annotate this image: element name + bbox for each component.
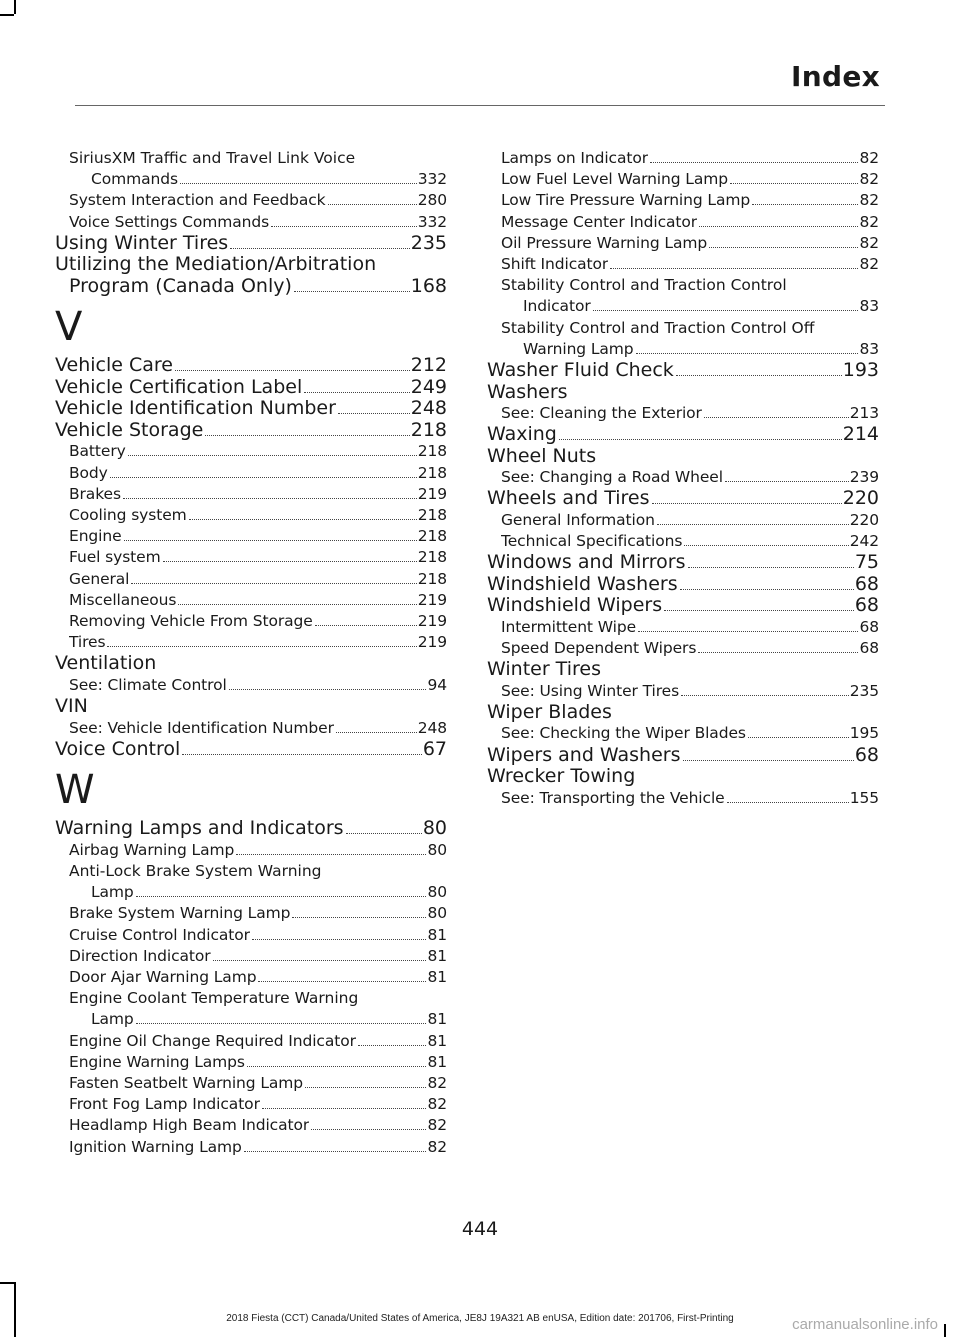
index-page-ref: 218 <box>417 548 447 567</box>
index-page-ref: 248 <box>410 397 447 420</box>
index-entry-label: Waxing <box>487 424 557 446</box>
index-subentry-heading: Stability Control and Traction Control <box>501 276 787 295</box>
dot-leader <box>730 183 858 184</box>
index-subentry[interactable] <box>55 190 447 211</box>
dot-leader <box>709 247 858 248</box>
index-entry-label: Brakes <box>69 484 121 503</box>
index-page-ref: 214 <box>842 423 879 446</box>
index-entry-heading: Washers <box>487 380 568 403</box>
dot-leader <box>657 524 849 525</box>
dot-leader <box>244 1151 427 1152</box>
index-page-ref: 80 <box>422 817 447 840</box>
dot-leader <box>358 1045 427 1046</box>
dot-leader <box>748 737 849 738</box>
index-subentry-continuation[interactable] <box>55 1009 447 1030</box>
index-subentry[interactable] <box>487 169 879 190</box>
index-entry-heading: Wiper Blades <box>487 700 612 723</box>
index-page-ref: 82 <box>859 255 879 274</box>
index-entry-label: See: Using Winter Tires <box>501 681 680 700</box>
index-subentry[interactable] <box>487 233 879 254</box>
dot-leader <box>131 583 416 584</box>
index-entry-label: See: Vehicle Identification Number <box>69 718 334 737</box>
index-subentry-heading: Anti-Lock Brake System Warning <box>69 861 322 880</box>
index-subentry[interactable] <box>55 1073 447 1094</box>
dot-leader <box>676 375 842 376</box>
index-entry-label: Low Fuel Level Warning Lamp <box>501 170 728 189</box>
index-subentry[interactable] <box>55 441 447 462</box>
index-page-ref: 218 <box>410 418 447 441</box>
index-entry-label: Tires <box>69 633 106 652</box>
index-entry-label: Windows and Mirrors <box>487 552 686 574</box>
index-entry-label: Voice Control <box>55 738 181 760</box>
index-page-ref: 81 <box>427 1010 447 1029</box>
index-subentry[interactable] <box>55 590 447 611</box>
dot-leader <box>236 854 426 855</box>
index-subentry[interactable] <box>55 1052 447 1073</box>
index-entry-label: Technical Specifications <box>501 532 683 551</box>
dot-leader <box>136 896 427 897</box>
index-entry-label: Fasten Seatbelt Warning Lamp <box>69 1073 303 1092</box>
index-entry-label: Lamp <box>91 1010 134 1029</box>
index-page-ref: 82 <box>859 170 879 189</box>
index-entry-label: Airbag Warning Lamp <box>69 840 235 859</box>
index-entry-label: Cooling system <box>69 505 187 524</box>
index-page-ref: 280 <box>417 191 447 210</box>
index-entry-label: Door Ajar Warning Lamp <box>69 967 257 986</box>
index-page-ref: 83 <box>859 297 879 316</box>
dot-leader <box>704 417 849 418</box>
index-subentry-heading: Stability Control and Traction Control Off <box>501 318 815 337</box>
index-subentry[interactable] <box>55 675 447 696</box>
dot-leader <box>699 226 858 227</box>
index-entry-label: Voice Settings Commands <box>69 212 270 231</box>
dot-leader <box>124 540 417 541</box>
index-entry-label: Fuel system <box>69 548 161 567</box>
index-subentry[interactable] <box>55 1115 447 1136</box>
index-page-ref: 219 <box>417 484 447 503</box>
index-entry-label: Wheels and Tires <box>487 488 650 510</box>
index-entry[interactable] <box>487 595 879 617</box>
index-subentry-continuation[interactable] <box>487 339 879 360</box>
index-page-ref: 235 <box>849 681 879 700</box>
index-entry-label: Lamp <box>91 883 134 902</box>
index-entry-heading: Utilizing the Mediation/Arbitration <box>55 253 377 276</box>
dot-leader <box>664 610 854 611</box>
index-page-ref: 68 <box>859 639 879 658</box>
index-page-ref: 80 <box>427 904 447 923</box>
index-entry-label: System Interaction and Feedback <box>69 191 326 210</box>
index-page-ref: 193 <box>842 359 879 382</box>
index-entry-label: Brake System Warning Lamp <box>69 904 291 923</box>
index-page-ref: 82 <box>859 149 879 167</box>
index-entry[interactable] <box>487 745 879 767</box>
index-subentry-heading: SiriusXM Traffic and Travel Link Voice <box>69 149 356 167</box>
index-subentry-heading: Engine Coolant Temperature Warning <box>69 989 359 1008</box>
dot-leader <box>725 481 849 482</box>
index-subentry[interactable] <box>487 617 879 638</box>
index-entry-label: Low Tire Pressure Warning Lamp <box>501 191 751 210</box>
dot-leader <box>698 652 858 653</box>
dot-leader <box>336 732 417 733</box>
index-page-ref: 68 <box>859 617 879 636</box>
index-entry-label: Direction Indicator <box>69 946 211 965</box>
index-entry-heading: VIN <box>55 695 88 718</box>
index-entry-label: See: Changing a Road Wheel <box>501 468 723 487</box>
page-number: 444 <box>461 1218 499 1240</box>
index-entry[interactable] <box>487 424 879 446</box>
dot-leader <box>680 589 854 590</box>
index-entry-label: Headlamp High Beam Indicator <box>69 1116 310 1135</box>
index-subentry[interactable] <box>487 254 879 275</box>
header-divider <box>75 105 885 106</box>
index-subentry[interactable] <box>55 611 447 632</box>
index-entry-label: See: Climate Control <box>69 675 227 694</box>
index-entry-label: Message Center Indicator <box>501 212 698 231</box>
index-entry-label: Vehicle Identification Number <box>55 398 336 420</box>
index-page-ref: 218 <box>417 463 447 482</box>
index-subentry[interactable] <box>55 1094 447 1115</box>
index-entry[interactable] <box>55 818 447 840</box>
index-page-ref: 249 <box>410 375 447 398</box>
index-entry-label: See: Transporting the Vehicle <box>501 788 725 807</box>
dot-leader <box>230 248 410 249</box>
index-subentry[interactable] <box>55 718 447 739</box>
dot-leader <box>311 1129 426 1130</box>
index-entry[interactable] <box>487 552 879 574</box>
index-subentry[interactable] <box>487 723 879 744</box>
dot-leader <box>252 939 427 940</box>
index-entry-label: Engine Oil Change Required Indicator <box>69 1031 356 1050</box>
index-subentry[interactable] <box>55 569 447 590</box>
index-subentry[interactable] <box>55 463 447 484</box>
index-entry-label: Warning Lamp <box>523 339 634 358</box>
index-page-ref: 218 <box>417 505 447 524</box>
dot-leader <box>338 413 410 414</box>
index-subentry[interactable] <box>55 526 447 547</box>
crop-mark-bottom-right-vertical <box>944 1324 946 1337</box>
index-subentry[interactable] <box>487 531 879 552</box>
index-section-letter: W <box>55 767 95 814</box>
dot-leader <box>304 392 410 393</box>
index-entry-label: Vehicle Certification Label <box>55 376 303 398</box>
index-subentry[interactable] <box>55 505 447 526</box>
index-entry[interactable] <box>487 488 879 510</box>
dot-leader <box>182 754 422 755</box>
index-subentry-continuation[interactable] <box>487 296 879 317</box>
index-page-ref: 75 <box>854 551 879 574</box>
dot-leader <box>110 477 417 478</box>
dot-leader <box>180 183 417 184</box>
index-entry-label: Shift Indicator <box>501 255 609 274</box>
dot-leader <box>346 833 422 834</box>
index-entry-label: Engine Warning Lamps <box>69 1052 245 1071</box>
dot-leader <box>305 1087 426 1088</box>
index-subentry[interactable] <box>55 1031 447 1052</box>
index-page-ref: 83 <box>859 339 879 358</box>
index-page-ref: 81 <box>427 1052 447 1071</box>
index-page-ref: 213 <box>849 404 879 423</box>
index-page-ref: 82 <box>859 191 879 210</box>
index-page-ref: 218 <box>417 442 447 461</box>
index-entry-label: Oil Pressure Warning Lamp <box>501 233 708 252</box>
index-subentry[interactable] <box>487 510 879 531</box>
dot-leader <box>178 604 416 605</box>
dot-leader <box>128 455 417 456</box>
index-entry-label: Windshield Wipers <box>487 595 663 617</box>
crop-mark-bottom-left-horizontal <box>0 1282 14 1284</box>
index-entry-label: Cruise Control Indicator <box>69 925 250 944</box>
index-subentry[interactable] <box>487 403 879 424</box>
dot-leader <box>258 981 426 982</box>
dot-leader <box>638 631 858 632</box>
index-entry-continuation[interactable] <box>55 276 447 298</box>
index-subentry[interactable] <box>55 1137 447 1158</box>
index-page-ref: 242 <box>849 532 879 551</box>
index-subentry[interactable] <box>487 638 879 659</box>
index-page-ref: 68 <box>854 594 879 617</box>
dot-leader <box>229 689 427 690</box>
index-entry-label: Intermittent Wipe <box>501 617 636 636</box>
dot-leader <box>684 545 848 546</box>
index-page-ref: 80 <box>427 883 447 902</box>
dot-leader <box>683 760 854 761</box>
index-page-ref: 218 <box>417 527 447 546</box>
index-entry[interactable] <box>55 739 447 761</box>
index-subentry[interactable] <box>487 788 879 809</box>
index-page-ref: 81 <box>427 925 447 944</box>
index-entry[interactable] <box>55 420 447 442</box>
index-page-ref: 168 <box>410 274 447 297</box>
index-subentry[interactable] <box>55 632 447 653</box>
dot-leader <box>123 498 417 499</box>
index-page-ref: 82 <box>427 1073 447 1092</box>
index-subentry[interactable] <box>487 681 879 702</box>
dot-leader <box>727 802 849 803</box>
index-entry-label: See: Cleaning the Exterior <box>501 404 702 423</box>
index-entry-label: Miscellaneous <box>69 590 177 609</box>
index-page-ref: 82 <box>859 212 879 231</box>
crop-mark-bottom-left-vertical <box>14 1282 16 1337</box>
dot-leader <box>328 204 417 205</box>
dot-leader <box>247 1066 427 1067</box>
index-entry-label: Ignition Warning Lamp <box>69 1137 242 1156</box>
index-subentry[interactable] <box>55 967 447 988</box>
index-entry[interactable] <box>487 574 879 596</box>
dot-leader <box>189 519 417 520</box>
index-entry-label: Battery <box>69 442 126 461</box>
dot-leader <box>136 1023 427 1024</box>
index-page-ref: 82 <box>859 233 879 252</box>
crop-mark-top-left-horizontal <box>0 14 14 16</box>
index-page-ref: 81 <box>427 946 447 965</box>
dot-leader <box>681 695 849 696</box>
index-entry[interactable] <box>55 355 447 377</box>
index-column-right <box>487 148 879 809</box>
index-page-ref: 218 <box>417 569 447 588</box>
dot-leader <box>636 353 859 354</box>
index-entry-label: Washer Fluid Check <box>487 360 674 382</box>
dot-leader <box>175 370 410 371</box>
index-entry-heading: Wrecker Towing <box>487 765 636 788</box>
index-entry-label: Engine <box>69 527 122 546</box>
index-subentry[interactable] <box>487 148 879 169</box>
index-entry-label: Vehicle Care <box>55 355 173 377</box>
index-subentry[interactable] <box>487 467 879 488</box>
index-page-ref: 82 <box>427 1095 447 1114</box>
index-page-ref: 332 <box>417 212 447 231</box>
index-entry-label: Windshield Washers <box>487 573 678 595</box>
dot-leader <box>163 561 417 562</box>
page-title: Index <box>791 60 880 93</box>
crop-mark-top-left-vertical <box>14 0 16 14</box>
index-entry-label: General Information <box>501 510 655 529</box>
dot-leader <box>610 268 858 269</box>
index-page-ref: 219 <box>417 611 447 630</box>
index-subentry[interactable] <box>487 190 879 211</box>
index-page-ref: 195 <box>849 724 879 743</box>
watermark: carmanualsonline.info <box>792 1316 938 1333</box>
index-page-ref: 332 <box>417 170 447 189</box>
index-subentry[interactable] <box>487 212 879 233</box>
dot-leader <box>294 291 410 292</box>
index-page-ref: 219 <box>417 590 447 609</box>
index-entry-label: Commands <box>91 170 178 189</box>
index-entry-label: Indicator <box>523 297 591 316</box>
index-entry-heading: Wheel Nuts <box>487 444 597 467</box>
index-entry-label: Warning Lamps and Indicators <box>55 818 344 840</box>
index-subentry-continuation[interactable] <box>55 882 447 903</box>
index-subentry[interactable] <box>55 903 447 924</box>
index-page-ref: 220 <box>842 487 879 510</box>
index-entry-label: See: Checking the Wiper Blades <box>501 724 746 743</box>
index-entry-label: Vehicle Storage <box>55 419 204 441</box>
index-entry-label: Speed Dependent Wipers <box>501 639 697 658</box>
index-page-ref: 68 <box>854 572 879 595</box>
dot-leader <box>213 960 427 961</box>
footer-edition-info: 2018 Fiesta (CCT) Canada/United States of America, JE8J 19A321 AB enUSA, Edition date: 201706, First-Printing <box>226 1313 734 1324</box>
dot-leader <box>652 503 842 504</box>
index-entry[interactable] <box>55 233 447 255</box>
index-subentry[interactable] <box>55 547 447 568</box>
index-entry-heading: Winter Tires <box>487 658 601 681</box>
index-entry[interactable] <box>55 398 447 420</box>
index-page-ref: 80 <box>427 840 447 859</box>
index-entry-label: Removing Vehicle From Storage <box>69 611 313 630</box>
index-entry-label: Using Winter Tires <box>55 232 229 254</box>
dot-leader <box>650 162 858 163</box>
index-entry-label: Lamps on Indicator <box>501 149 649 167</box>
index-page-ref: 220 <box>849 510 879 529</box>
index-subentry[interactable] <box>55 946 447 967</box>
index-entry[interactable] <box>487 360 879 382</box>
index-entry-label: Body <box>69 463 108 482</box>
dot-leader <box>752 204 858 205</box>
index-page-ref: 155 <box>849 788 879 807</box>
index-entry-label: Program (Canada Only) <box>69 275 292 297</box>
index-page-ref: 81 <box>427 967 447 986</box>
index-subentry[interactable] <box>55 840 447 861</box>
index-subentry[interactable] <box>55 484 447 505</box>
index-column-left <box>55 148 447 1158</box>
dot-leader <box>559 439 842 440</box>
index-page-ref: 94 <box>427 675 447 694</box>
index-page-ref: 81 <box>427 1031 447 1050</box>
dot-leader <box>688 567 854 568</box>
index-entry-heading: Ventilation <box>55 652 157 675</box>
index-subentry-continuation[interactable] <box>55 169 447 190</box>
index-entry-label: Front Fog Lamp Indicator <box>69 1095 260 1114</box>
index-entry-label: Wipers and Washers <box>487 744 681 766</box>
index-subentry[interactable] <box>55 212 447 233</box>
index-section-letter: V <box>55 304 83 351</box>
index-page-ref: 235 <box>410 231 447 254</box>
index-page-ref: 82 <box>427 1116 447 1135</box>
index-page-ref: 68 <box>854 743 879 766</box>
dot-leader <box>292 917 426 918</box>
dot-leader <box>107 646 416 647</box>
index-page-ref: 67 <box>422 737 447 760</box>
dot-leader <box>315 625 417 626</box>
index-page-ref: 239 <box>849 468 879 487</box>
dot-leader <box>271 226 417 227</box>
index-entry-label: General <box>69 569 130 588</box>
index-page-ref: 212 <box>410 354 447 377</box>
index-page-ref: 219 <box>417 633 447 652</box>
index-entry[interactable] <box>55 377 447 399</box>
index-subentry[interactable] <box>55 925 447 946</box>
dot-leader <box>593 310 859 311</box>
dot-leader <box>205 435 409 436</box>
dot-leader <box>262 1108 427 1109</box>
index-page-ref: 82 <box>427 1137 447 1156</box>
index-page-ref: 248 <box>417 718 447 737</box>
